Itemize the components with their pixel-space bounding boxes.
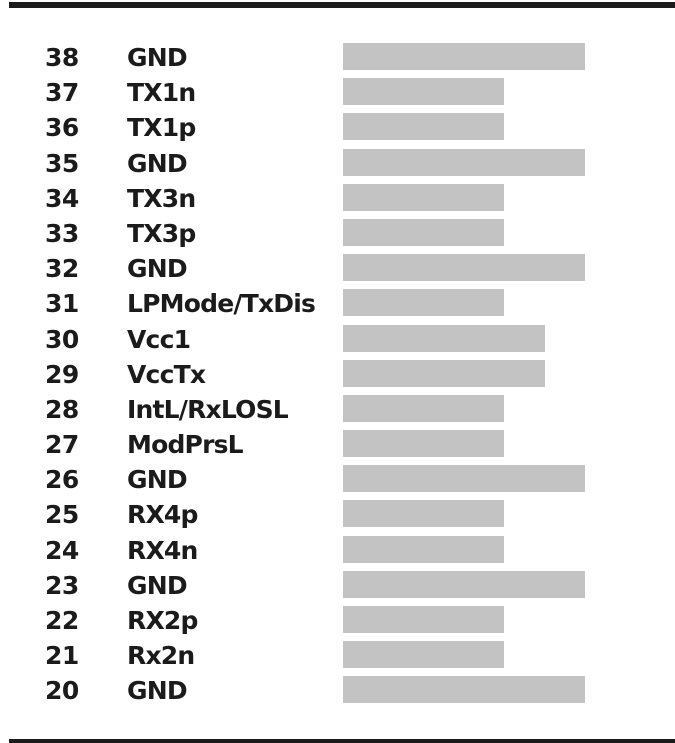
pin-number: 28 xyxy=(45,394,79,424)
pin-number: 22 xyxy=(45,606,79,635)
pin-signal-name: RX4n xyxy=(127,535,198,565)
pin-row xyxy=(0,465,675,500)
pin-row xyxy=(0,430,675,465)
pin-row xyxy=(0,325,675,360)
pin-number: 25 xyxy=(45,500,79,530)
pin-row xyxy=(0,676,675,711)
pin-signal-name: ModPrsL xyxy=(127,430,243,460)
pin-row xyxy=(0,606,675,641)
contact-pad-bar xyxy=(343,113,504,140)
top-rule xyxy=(9,2,675,8)
pin-number: 33 xyxy=(45,218,79,248)
contact-pad-bar xyxy=(343,606,504,633)
pin-row xyxy=(0,289,675,324)
pin-row xyxy=(0,641,675,676)
pin-row xyxy=(0,113,675,148)
pin-row xyxy=(0,536,675,571)
pin-signal-name: IntL/RxLOSL xyxy=(127,394,288,424)
pin-signal-name: RX2p xyxy=(127,606,198,635)
contact-pad-bar xyxy=(343,430,504,457)
pin-signal-name: GND xyxy=(127,43,187,72)
pin-signal-name: TX3n xyxy=(127,183,196,213)
pin-number: 29 xyxy=(45,359,79,389)
pinout-list xyxy=(0,43,675,712)
pin-signal-name: GND xyxy=(127,676,187,706)
contact-pad-bar xyxy=(343,149,585,176)
pin-row xyxy=(0,78,675,113)
pin-signal-name: LPMode/TxDis xyxy=(127,289,316,319)
pin-number: 37 xyxy=(45,78,79,108)
contact-pad-bar xyxy=(343,676,585,703)
pin-number: 32 xyxy=(45,254,79,284)
pin-row xyxy=(0,219,675,254)
pin-signal-name: GND xyxy=(127,254,187,284)
contact-pad-bar xyxy=(343,325,545,352)
bottom-rule xyxy=(9,739,675,743)
pin-number: 36 xyxy=(45,113,79,143)
pin-number: 23 xyxy=(45,570,79,600)
pin-signal-name: TX3p xyxy=(127,218,196,248)
pin-number: 30 xyxy=(45,324,79,354)
pin-signal-name: Vcc1 xyxy=(127,324,191,354)
pin-row xyxy=(0,43,675,78)
pin-row xyxy=(0,184,675,219)
pin-signal-name: GND xyxy=(127,465,187,495)
contact-pad-bar xyxy=(343,43,585,70)
pin-row xyxy=(0,571,675,606)
pin-number: 35 xyxy=(45,148,79,178)
contact-pad-bar xyxy=(343,184,504,211)
pin-row xyxy=(0,149,675,184)
contact-pad-bar xyxy=(343,360,545,387)
contact-pad-bar xyxy=(343,289,504,316)
pin-signal-name: TX1n xyxy=(127,78,196,108)
pin-signal-name: RX4p xyxy=(127,500,198,530)
pin-number: 26 xyxy=(45,465,79,495)
pin-signal-name: Rx2n xyxy=(127,641,195,671)
pin-signal-name: VccTx xyxy=(127,359,206,389)
contact-pad-bar xyxy=(343,254,585,281)
pin-number: 21 xyxy=(45,641,79,671)
pin-row xyxy=(0,395,675,430)
contact-pad-bar xyxy=(343,536,504,563)
contact-pad-bar xyxy=(343,395,504,422)
contact-pad-bar xyxy=(343,571,585,598)
pin-row xyxy=(0,360,675,395)
pin-number: 31 xyxy=(45,289,79,319)
contact-pad-bar xyxy=(343,219,504,246)
contact-pad-bar xyxy=(343,641,504,668)
pin-signal-name: TX1p xyxy=(127,113,196,143)
pin-number: 38 xyxy=(45,43,79,72)
pin-row xyxy=(0,500,675,535)
pin-row xyxy=(0,254,675,289)
pin-signal-name: GND xyxy=(127,148,187,178)
pin-number: 34 xyxy=(45,183,79,213)
pin-number: 24 xyxy=(45,535,79,565)
contact-pad-bar xyxy=(343,465,585,492)
pin-number: 20 xyxy=(45,676,79,706)
contact-pad-bar xyxy=(343,500,504,527)
contact-pad-bar xyxy=(343,78,504,105)
pin-number: 27 xyxy=(45,430,79,460)
pin-signal-name: GND xyxy=(127,570,187,600)
